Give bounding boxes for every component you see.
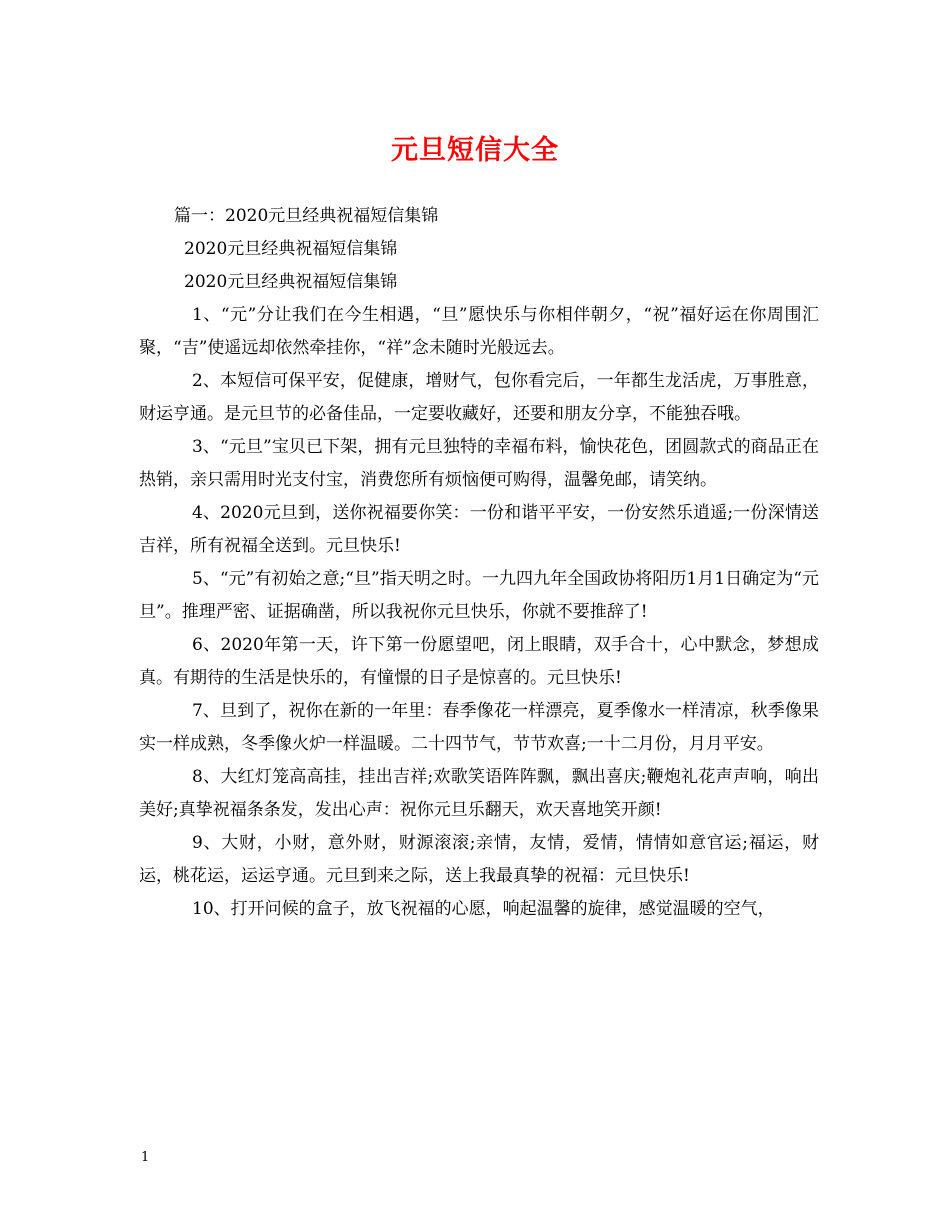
paragraph-6: 6、2020年第一天，许下第一份愿望吧，闭上眼睛，双手合十，心中默念，梦想成真。有期待的生活是快乐的，有憧憬的日子是惊喜的。元旦快乐! [139,635,819,688]
paragraph-8: 8、大红灯笼高高挂，挂出吉祥;欢歌笑语阵阵飘，飘出喜庆;鞭炮礼花声声响，响出美好;真挚祝福条条发，发出心声：祝你元旦乐翻天，欢天喜地笑开颜! [139,767,819,820]
paragraph-5: 5、“元”有初始之意;“旦”指天明之时。一九四九年全国政协将阳历1月1日确定为“元旦”。推理严密、证据确凿，所以我祝你元旦快乐，你就不要推辞了! [139,569,819,622]
paragraph-9: 9、大财，小财，意外财，财源滚滚;亲情，友情，爱情，情情如意官运;福运，财运，桃花运，运运亨通。元旦到来之际，送上我最真挚的祝福：元旦快乐! [139,833,819,886]
paragraph-1: 1、“元”分让我们在今生相遇，“旦”愿快乐与你相伴朝夕，“祝”福好运在你周围汇聚，“吉”使遥远却依然牵挂你，“祥”念未随时光般远去。 [139,305,819,358]
paragraph-2: 2、本短信可保平安，促健康，增财气，包你看完后，一年都生龙活虎，万事胜意，财运亨通。是元旦节的必备佳品，一定要收藏好，还要和朋友分享，不能独吞哦。 [139,371,819,424]
paragraph-7: 7、旦到了，祝你在新的一年里：春季像花一样漂亮，夏季像水一样清凉，秋季像果实一样成熟，冬季像火炉一样温暖。二十四节气，节节欢喜;一十二月份，月月平安。 [139,701,819,754]
document-title: 元旦短信大全 [391,135,559,166]
page-number: 1 [141,1150,150,1165]
paragraph-3: 3、“元旦”宝贝已下架，拥有元旦独特的幸福布料，愉快花色，团圆款式的商品正在热销，亲只需用时光支付宝，消费您所有烦恼便可购得，温馨免邮，请笑纳。 [139,437,819,490]
paragraph-10: 10、打开问候的盒子，放飞祝福的心愿，响起温馨的旋律，感觉温暖的空气， [192,899,775,919]
subheading: 2020元旦经典祝福短信集锦 [184,239,398,259]
subheading: 2020元旦经典祝福短信集锦 [184,272,398,292]
paragraph-4: 4、2020元旦到，送你祝福要你笑：一份和谐平平安，一份安然乐逍遥;一份深情送吉祥，所有祝福全送到。元旦快乐! [139,503,819,556]
section-heading: 篇一：2020元旦经典祝福短信集锦 [174,206,439,226]
document-body [139,200,819,926]
